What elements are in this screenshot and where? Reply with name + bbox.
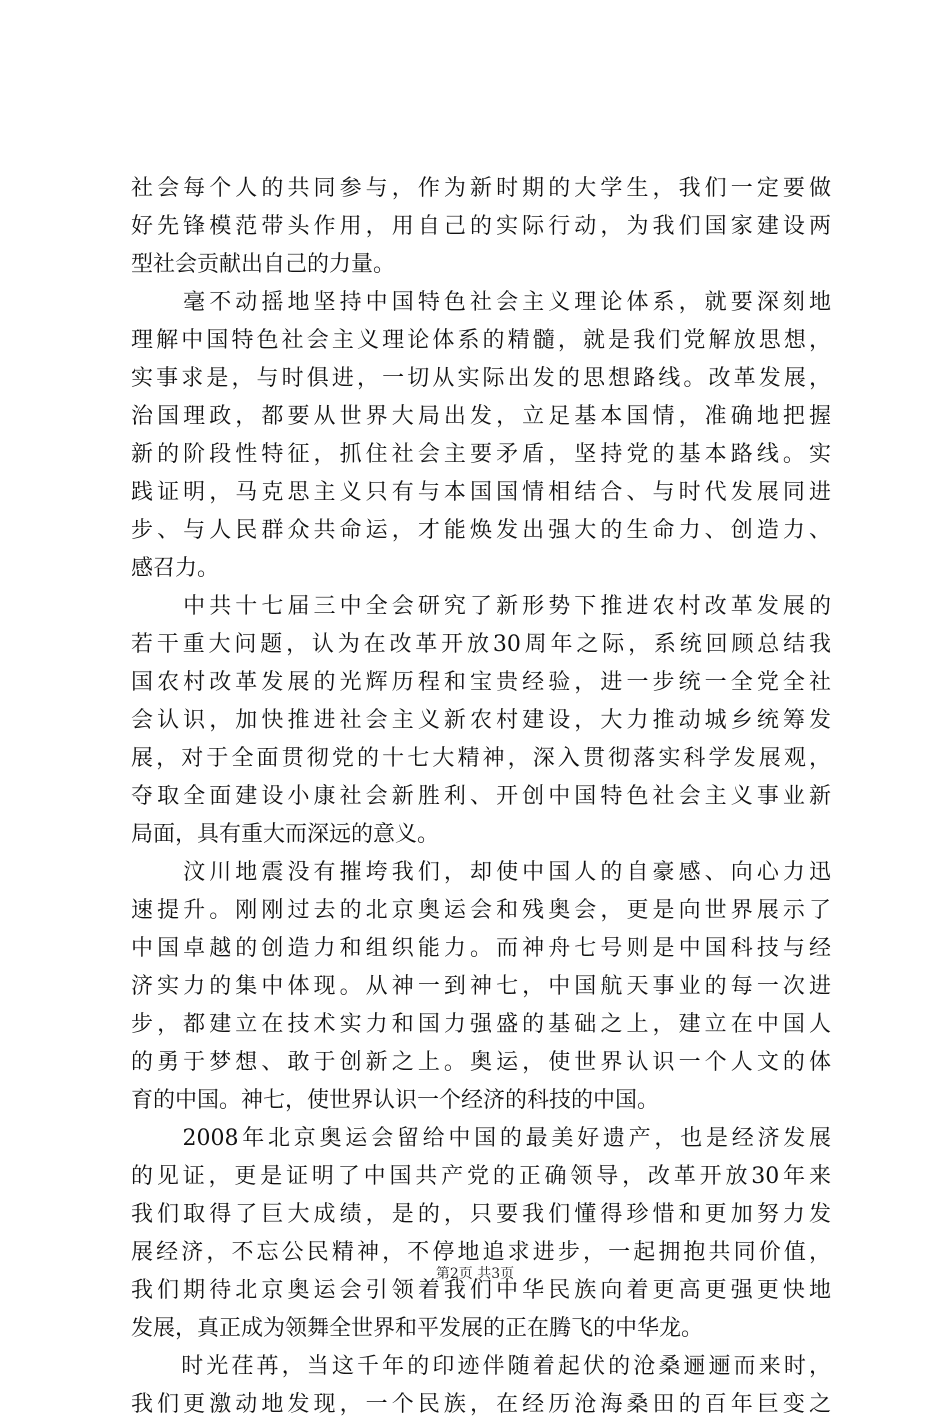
text-line: 的见证，更是证明了中国共产党的正确领导，改革开放30年来 xyxy=(131,1164,831,1189)
text-line: 展，对于全面贯彻党的十七大精神，深入贯彻落实科学发展观， xyxy=(131,746,831,771)
text-line: 局面，具有重大而深远的意义。 xyxy=(131,822,440,847)
text-line: 新的阶段性特征，抓住社会主要矛盾，坚持党的基本路线。实 xyxy=(131,442,831,467)
text-line: 践证明，马克思主义只有与本国国情相结合、与时代发展同进 xyxy=(131,480,831,505)
text-line: 我们期待北京奥运会引领着我们中华民族向着更高更强更快地 xyxy=(131,1278,831,1303)
text-line: 实事求是，与时俱进，一切从实际出发的思想路线。改革发展， xyxy=(131,366,831,391)
text-line: 时光荏苒，当这千年的印迹伴随着起伏的沧桑逦逦而来时， xyxy=(131,1354,831,1379)
text-line: 我们更激动地发现，一个民族，在经历沧海桑田的百年巨变之 xyxy=(131,1392,831,1417)
text-line: 我们取得了巨大成绩，是的，只要我们懂得珍惜和更加努力发 xyxy=(131,1202,831,1227)
text-line: 若干重大问题，认为在改革开放30周年之际，系统回顾总结我 xyxy=(131,632,831,657)
text-line: 步，都建立在技术实力和国力强盛的基础之上，建立在中国人 xyxy=(131,1012,831,1037)
text-line: 治国理政，都要从世界大局出发，立足基本国情，准确地把握 xyxy=(131,404,831,429)
text-line: 的勇于梦想、敢于创新之上。奥运，使世界认识一个人文的体 xyxy=(131,1050,831,1075)
text-line: 中国卓越的创造力和组织能力。而神舟七号则是中国科技与经 xyxy=(131,936,831,961)
text-line: 步、与人民群众共命运，才能焕发出强大的生命力、创造力、 xyxy=(131,518,831,543)
text-line: 国农村改革发展的光辉历程和宝贵经验，进一步统一全党全社 xyxy=(131,670,831,695)
text-line: 汶川地震没有摧垮我们，却使中国人的自豪感、向心力迅 xyxy=(131,860,831,885)
text-line: 好先锋模范带头作用，用自己的实际行动，为我们国家建设两 xyxy=(131,214,831,239)
text-line: 毫不动摇地坚持中国特色社会主义理论体系，就要深刻地 xyxy=(131,290,831,315)
text-line: 感召力。 xyxy=(131,556,220,581)
text-line: 理解中国特色社会主义理论体系的精髓，就是我们党解放思想， xyxy=(131,328,831,353)
text-line: 发展，真正成为领舞全世界和平发展的正在腾飞的中华龙。 xyxy=(131,1316,704,1341)
text-line: 展经济，不忘公民精神，不停地追求进步，一起拥抱共同价值， xyxy=(131,1240,831,1265)
text-line: 夺取全面建设小康社会新胜利、开创中国特色社会主义事业新 xyxy=(131,784,831,809)
text-line: 会认识，加快推进社会主义新农村建设，大力推动城乡统筹发 xyxy=(131,708,831,733)
text-line: 社会每个人的共同参与，作为新时期的大学生，我们一定要做 xyxy=(131,176,831,201)
text-line: 型社会贡献出自己的力量。 xyxy=(131,252,396,277)
text-line: 育的中国。神七，使世界认识一个经济的科技的中国。 xyxy=(131,1088,660,1113)
text-line: 速提升。刚刚过去的北京奥运会和残奥会，更是向世界展示了 xyxy=(131,898,831,923)
text-line: 中共十七届三中全会研究了新形势下推进农村改革发展的 xyxy=(131,594,831,619)
page-footer: 第2页 共3页 xyxy=(435,1266,515,1282)
text-line: 2008年北京奥运会留给中国的最美好遗产，也是经济发展 xyxy=(131,1126,831,1151)
document-body xyxy=(131,170,831,1424)
text-line: 济实力的集中体现。从神一到神七，中国航天事业的每一次进 xyxy=(131,974,831,999)
